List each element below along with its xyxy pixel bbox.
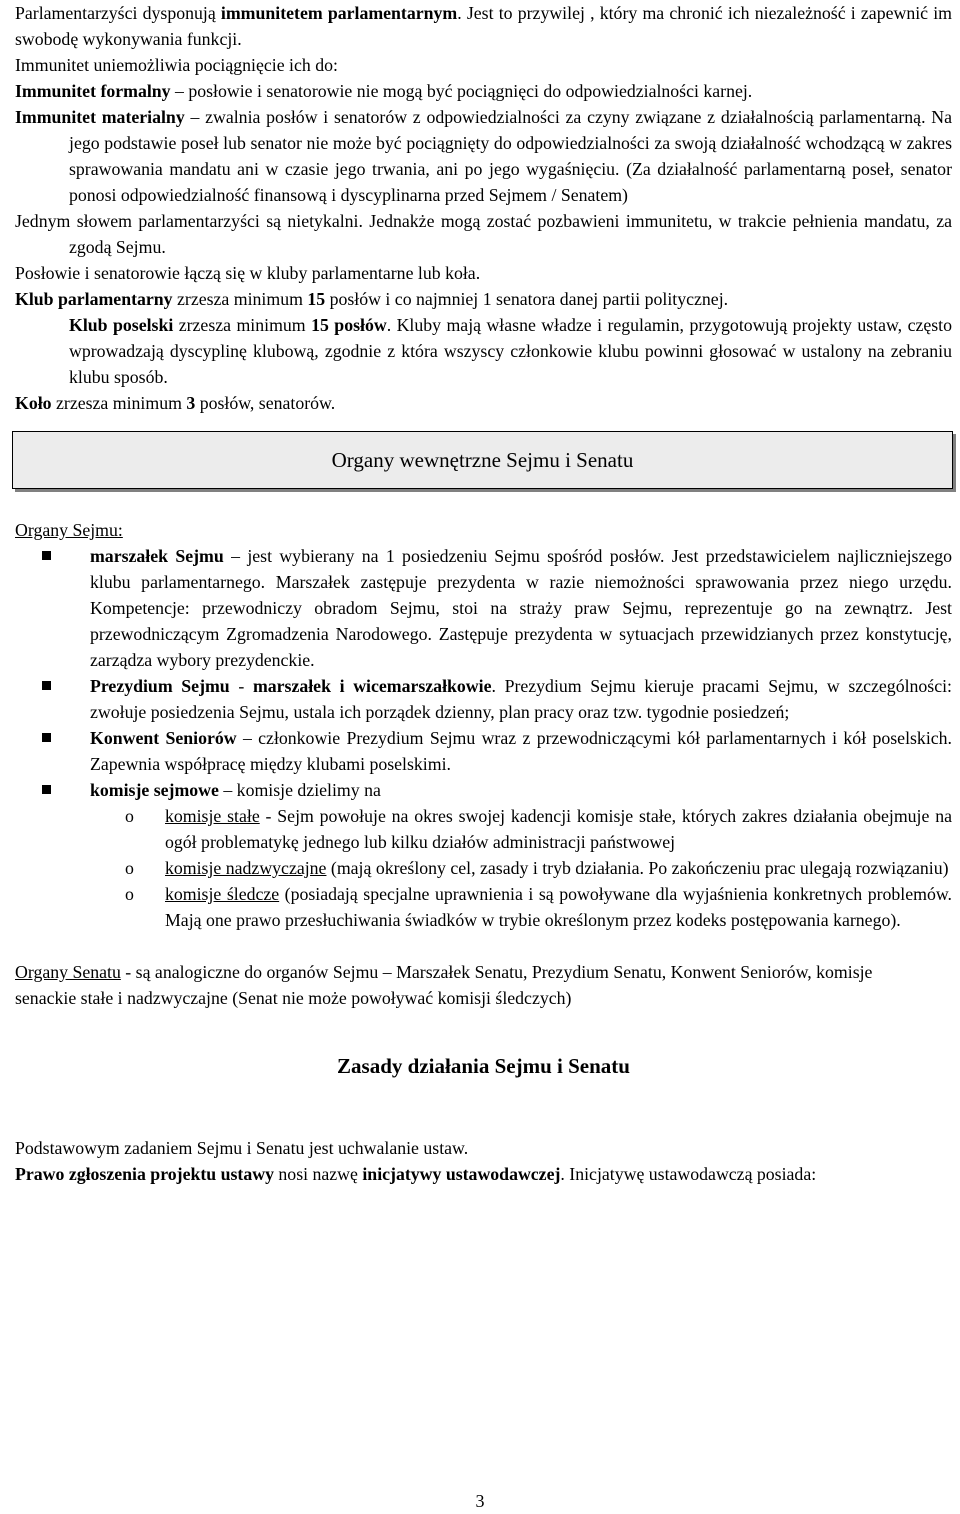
circle-bullet-icon: o (125, 884, 134, 904)
square-bullet-icon (42, 551, 51, 560)
list-item-komisje: komisje sejmowe – komisje dzielimy na (15, 777, 952, 803)
circle-bullet-icon: o (125, 806, 134, 826)
square-bullet-icon (42, 681, 51, 690)
organy-sejmu-label: Organy Sejmu: (15, 520, 123, 540)
list-item-komisje-sledcze: o komisje śledcze (posiadają specjalne uprawnienia i są powoływane dla wyjaśnienia konkretnych problemów. Mają one prawo przesłuchiwania świadków w trybie określonym przez kodeks postępowania karnego). (15, 881, 952, 933)
list-item-marszalek: marszałek Sejmu – jest wybierany na 1 posiedzeniu Sejmu spośród posłów. Jest przedstawicielem najliczniejszego klubu parlamentarnego. Marszałek zastępuje prezydenta w razie niemożności sprawowania przez niego urzędu. Kompetencje: przewodniczy obradom Sejmu, stoi na straży praw Sejmu, reprezentuje go na zewnątrz. Jest przewodniczącym Zgromadzenia Narodowego. Zastępuje prezydenta w sytuacjach przewidzianych przez konstytucję, zarządza wybory prezydenckie. (15, 543, 952, 673)
paragraph-immunitet-scope: Immunitet uniemożliwia pociągnięcie ich do: (15, 55, 338, 75)
paragraph-immunitet-formalny: Immunitet formalny – posłowie i senatorowie nie mogą być pociągnięci do odpowiedzialności karnej. (15, 81, 753, 101)
organy-sejmu-list (15, 543, 952, 803)
list-item-prezydium: Prezydium Sejmu - marszałek i wicemarszałkowie. Prezydium Sejmu kieruje pracami Sejmu, w szczególności: zwołuje posiedzenia Sejmu, ustala ich porządek dzienny, plan pracy oraz tzw. tygodnie posiedzeń; (15, 673, 952, 725)
circle-bullet-icon: o (125, 858, 134, 878)
page-number: 3 (475, 1491, 485, 1511)
paragraph-klub-parlamentarny: Klub parlamentarny zrzesza minimum 15 posłów i co najmniej 1 senatora danej partii politycznej. (15, 289, 729, 309)
paragraph-organy-senatu: Organy Senatu - są analogiczne do organów Sejmu – Marszałek Senatu, Prezydium Senatu, Konwent Seniorów, komisje senackie stałe i nadzwyczajne (Senat nie może powoływać komisji śledczych) (15, 962, 873, 1008)
list-item-konwent: Konwent Seniorów – członkowie Prezydium Sejmu wraz z przewodniczącymi kół parlamentarnych i kół poselskich. Zapewnia współpracę między klubami poselskimi. (15, 725, 952, 777)
paragraph-inicjatywa: Prawo zgłoszenia projektu ustawy nosi nazwę inicjatywy ustawodawczej. Inicjatywę ustawodawczą posiada: (15, 1164, 817, 1184)
komisje-sublist (15, 803, 952, 933)
paragraph-nietykalni: Jednym słowem parlamentarzyści są nietykalni. Jednakże mogą zostać pozbawieni immunitetu, w trakcie pełnienia mandatu, za zgodą Sejmu. (15, 211, 952, 257)
square-bullet-icon (42, 785, 51, 794)
document-page (15, 0, 952, 1187)
paragraph-uchwalanie: Podstawowym zadaniem Sejmu i Senatu jest uchwalanie ustaw. (15, 1138, 469, 1158)
section-heading-organy: Organy wewnętrzne Sejmu i Senatu (12, 431, 953, 489)
paragraph-klub-poselski: Klub poselski zrzesza minimum 15 posłów. Kluby mają własne władze i regulamin, przygotowują projekty ustaw, często wprowadzają dyscyplinę klubową, zgodnie z która wszyscy członkowie klubu powinni głosować w ustalony na zebraniu klubu sposób. (69, 315, 953, 387)
paragraph-kluby: Posłowie i senatorowie łączą się w kluby parlamentarne lub koła. (15, 263, 481, 283)
square-bullet-icon (42, 733, 51, 742)
paragraph-immunitet-intro: Parlamentarzyści dysponują immunitetem parlamentarnym. Jest to przywilej , który ma chronić ich niezależność i zapewnić im swobodę wykonywania funkcji. (15, 3, 952, 49)
paragraph-immunitet-materialny: Immunitet materialny – zwalnia posłów i senatorów z odpowiedzialności za czyny związane z działalnością parlamentarną. Na jego podstawie poseł lub senator nie może być pociągnięty do odpowiedzialności za swoją działalność wchodzącą w zakres sprawowania mandatu ani w czasie jego trwania, ani po jego wygaśnięciu. (Za działalność parlamentarną poseł, senator ponosi odpowiedzialność finansową i dyscyplinarna przed Sejmem / Senatem) (15, 107, 953, 205)
list-item-komisje-stale: o komisje stałe - Sejm powołuje na okres swojej kadencji komisje stałe, których zakres działania obejmuje na ogół problematykę jednego lub kilku działów administracji państwowej (15, 803, 952, 855)
list-item-komisje-nadzwyczajne: o komisje nadzwyczajne (mają określony cel, zasady i tryb działania. Po zakończeniu prac ulegają rozwiązaniu) (15, 855, 952, 881)
section-heading-zasady: Zasady działania Sejmu i Senatu (337, 1054, 630, 1078)
paragraph-kolo: Koło zrzesza minimum 3 posłów, senatorów. (15, 393, 336, 413)
